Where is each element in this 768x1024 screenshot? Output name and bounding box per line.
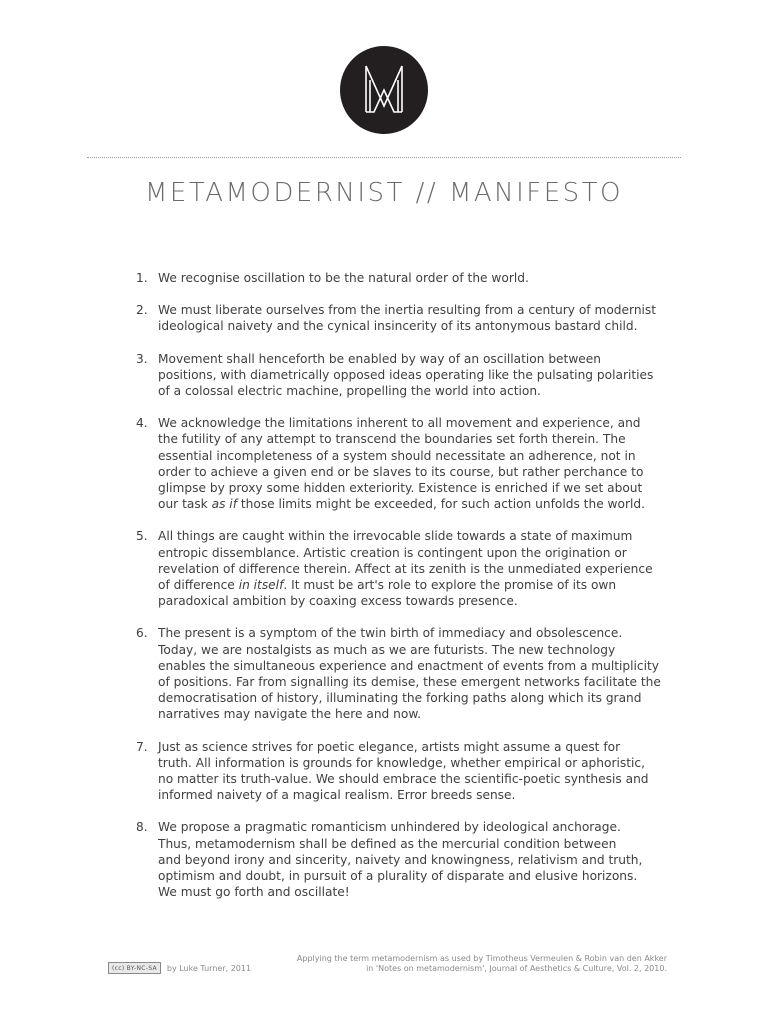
- list-item: [133, 415, 645, 512]
- item-text-line: Today, we are nostalgists as much as we are futurists. The new technology: [158, 642, 616, 657]
- item-text-line: We acknowledge the limitations inherent to all movement and experience, and: [158, 416, 641, 431]
- item-text-line: We propose a pragmatic romanticism unhindered by ideological anchorage.: [158, 820, 621, 835]
- item-text-line: Just as science strives for poetic elegance, artists might assume a quest for: [158, 739, 621, 754]
- logo: [340, 46, 428, 134]
- item-number: 1.: [136, 271, 148, 285]
- cc-license-badge[interactable]: (cc) BY-NC-SA: [108, 962, 161, 974]
- list-item: [133, 625, 661, 722]
- item-number: 2.: [136, 303, 148, 318]
- item-text-line: informed naivety of a magical realism. Error breeds sense.: [158, 788, 516, 803]
- item-text-line: Thus, metamodernism shall be defined as the mercurial condition between: [158, 836, 617, 851]
- text-run: our task: [158, 497, 212, 512]
- item-text-line: The present is a symptom of the twin birth of immediacy and obsolescence.: [158, 626, 623, 641]
- page-title: METAMODERNIST // MANIFESTO: [144, 178, 624, 208]
- item-text-line: We recognise oscillation to be the natural order of the world.: [158, 271, 529, 285]
- item-text-line: positions, with diametrically opposed ideas operating like the pulsating polarities: [158, 367, 654, 382]
- item-text-line: narratives may navigate the here and now.: [158, 707, 422, 722]
- item-text-line: entropic dissemblance. Artistic creation is contingent upon the origination or: [158, 545, 627, 560]
- text-run: of difference: [158, 578, 239, 593]
- list-item: [133, 528, 653, 609]
- item-text-line: ideological naivety and the cynical insincerity of its antonymous bastard child.: [158, 319, 638, 334]
- italic-text: as if: [211, 497, 237, 512]
- item-number: 3.: [136, 351, 148, 366]
- item-text-line: glimpse by proxy some hidden exteriority. Existence is enriched if we set about: [158, 481, 643, 496]
- item-text-line: and beyond irony and sincerity, naivety and knowingness, relativism and truth,: [158, 852, 643, 867]
- item-text-line: All things are caught within the irrevocable slide towards a state of maximum: [158, 529, 633, 544]
- item-text-line: of positions. Far from signalling its demise, these emergent networks facilitate the: [158, 675, 661, 690]
- item-number: 8.: [136, 820, 148, 835]
- item-number: 4.: [136, 416, 148, 431]
- item-text-line: revelation of difference therein. Affect at its zenith is the unmediated experience: [158, 561, 653, 576]
- author-credit: by Luke Turner, 2011: [166, 963, 252, 973]
- list-item: [133, 302, 657, 334]
- italic-text: in itself: [238, 578, 284, 593]
- item-text-line: of a colossal electric machine, propelling the world into action.: [158, 384, 541, 399]
- item-text-line: We must go forth and oscillate!: [158, 885, 350, 900]
- item-text-line: order to achieve a given end or be slaves to its course, but rather perchance to: [158, 464, 644, 479]
- item-text-line: Movement shall henceforth be enabled by way of an oscillation between: [158, 351, 602, 366]
- item-text-line: no matter its truth-value. We should embrace the scientific-poetic synthesis and: [158, 772, 649, 787]
- item-text-line: optimism and doubt, in pursuit of a plurality of disparate and elusive horizons.: [158, 869, 638, 884]
- item-text-line: the futility of any attempt to transcend the boundaries set forth therein. The: [158, 432, 626, 447]
- item-text-line: enables the simultaneous experience and enactment of events from a multiplicity: [158, 658, 660, 673]
- item-text-line: We must liberate ourselves from the inertia resulting from a century of modernist: [158, 303, 657, 318]
- footer-attribution: [108, 962, 251, 974]
- footer-citation: [297, 954, 667, 974]
- citation-line: Applying the term metamodernism as used by Timotheus Vermeulen & Robin van den Akker: [296, 954, 667, 963]
- item-number: 5.: [136, 529, 148, 544]
- text-run: those limits might be exceeded, for such action unfolds the world.: [236, 497, 645, 512]
- M-monogram-icon: [340, 46, 428, 134]
- item-text-line: democratisation of history, illuminating the forking paths along which its grand: [158, 691, 642, 706]
- text-run: . It must be art's role to explore the promise of its own: [283, 578, 617, 593]
- citation-line: in 'Notes on metamodernism', Journal of Aesthetics & Culture, Vol. 2, 2010.: [366, 964, 667, 973]
- list-item: [133, 819, 643, 900]
- header-divider: [87, 157, 681, 158]
- item-text-line: [158, 496, 645, 512]
- list-item: [133, 739, 649, 804]
- item-text-line: [158, 577, 633, 593]
- item-number: 6.: [136, 626, 148, 641]
- item-text-line: paradoxical ambition by coaxing excess towards presence.: [158, 594, 518, 609]
- list-item: [133, 351, 654, 400]
- item-text-line: truth. All information is grounds for knowledge, whether empirical or aphoristic,: [158, 755, 645, 770]
- item-number: 7.: [136, 739, 148, 754]
- manifesto-list: [133, 270, 661, 917]
- list-item: [133, 270, 633, 286]
- item-text-line: essential incompleteness of a system should necessitate an adherence, not in: [158, 448, 636, 463]
